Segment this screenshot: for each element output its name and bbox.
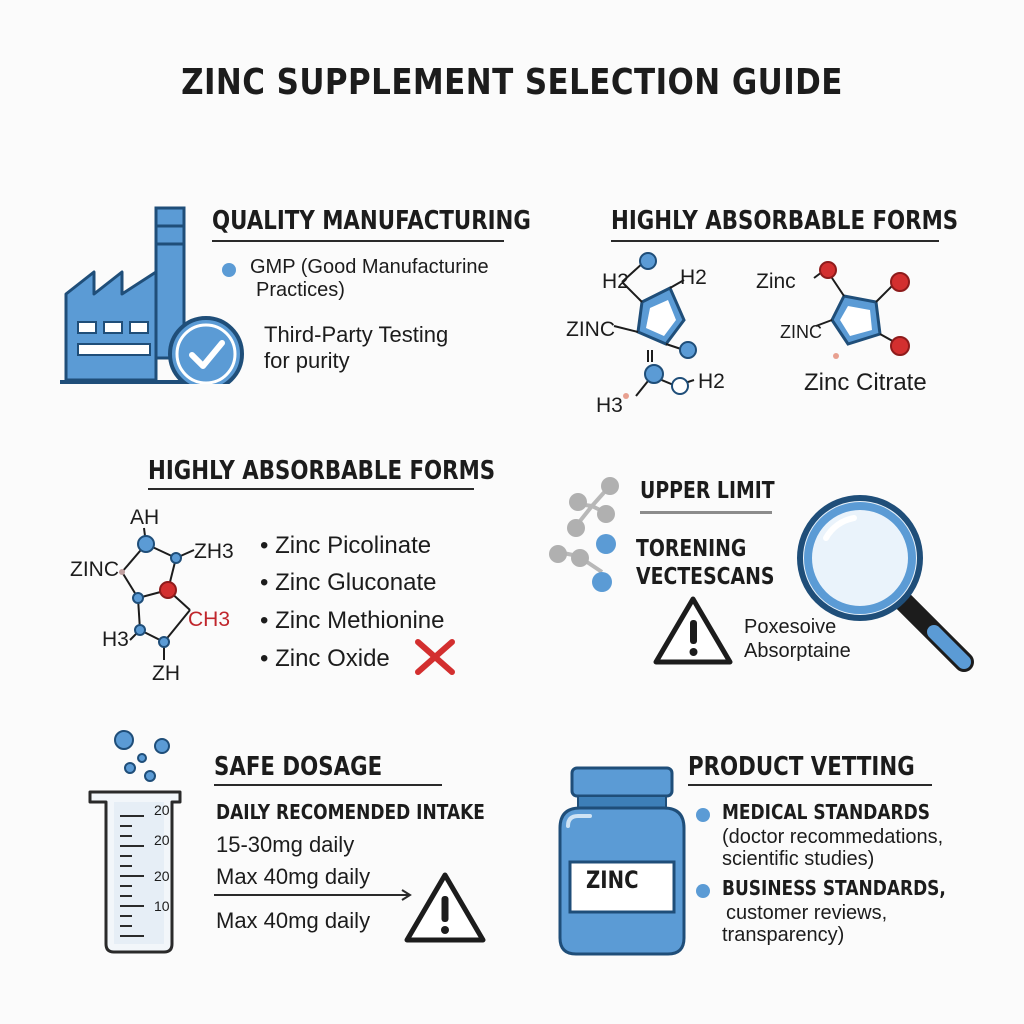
upper-warn-line1: Poxesoive [744,616,837,638]
business-standards: BUSINESS STANDARDS, [722,876,946,900]
molecule-diagram-2 [748,250,948,400]
bullet-icon [696,884,710,898]
mol2-name: Zinc Citrate [804,369,927,396]
mol3-ah: AH [130,506,160,529]
upper-limit-section [512,440,1024,700]
mol3-zh3: ZH3 [194,540,234,563]
mol3-zinc: ZINC [70,558,119,581]
gmp-text-line2: Practices) [256,279,345,301]
upper-limit-underline [640,511,772,514]
bullet-icon [696,808,710,822]
product-vetting-section [512,720,1024,990]
arrow-icon [212,888,422,902]
red-x-icon [414,638,456,676]
dosage-heading-underline [214,784,442,786]
beaker-scale-label: 20 [154,832,170,848]
warning-icon [652,594,734,668]
mol3-h3: H3 [102,628,129,651]
absorbable-forms-left-section [0,440,512,700]
forms-left-heading: HIGHLY ABSORBABLE FORMS [148,456,496,486]
business-standards-line3: transparency) [722,924,845,946]
mol3-zh: ZH [152,662,180,685]
molecule-diagram-1 [552,246,772,416]
dosage-subheading: DAILY RECOMENDED INTAKE [216,800,485,824]
dosage-heading: SAFE DOSAGE [214,752,383,782]
gmp-text: GMP (Good Manufacturine [250,256,489,278]
upper-line2: VECTESCANS [636,564,775,590]
mol1-h3: H3 [596,394,623,416]
forms-top-heading-underline [611,240,939,242]
mol1-h2b: H2 [680,266,707,289]
warning-icon [402,870,488,946]
upper-limit-heading: UPPER LIMIT [640,478,775,504]
upper-line1: TORENING [636,536,747,562]
safe-dosage-section [0,720,512,990]
molecule-diagram-3 [60,500,260,690]
bullet-icon [222,263,236,277]
page-title: ZINC SUPPLEMENT SELECTION GUIDE [181,62,843,103]
dosage-line1: 15-30mg daily [216,832,355,857]
forms-list-item: • Zinc Oxide [260,645,390,672]
forms-left-heading-underline [148,488,474,490]
mol2-zinc: Zinc [756,270,796,293]
mol1-h2c: H2 [698,370,725,393]
medical-standards-line3: scientific studies) [722,848,875,870]
beaker-scale-labels [148,800,188,950]
business-standards-line2: customer reviews, [726,902,888,924]
supplement-bottle-icon [550,764,700,960]
vetting-heading-underline [688,784,932,786]
upper-warn-line2: Absorptaine [744,640,851,662]
vetting-heading: PRODUCT VETTING [688,752,915,782]
forms-list-item: • Zinc Picolinate [260,532,432,559]
magnifying-glass-icon [784,492,984,676]
medical-standards: MEDICAL STANDARDS [722,800,930,824]
third-party-text-line2: for purity [264,348,350,373]
dosage-line2: Max 40mg daily [216,864,371,889]
mol1-zinc: ZINC [566,318,615,341]
beaker-scale-label: 20 [154,802,170,818]
quality-manufacturing-section [0,180,531,420]
molecule-cluster-icon [542,470,642,600]
mol3-ch3: CH3 [188,608,231,631]
forms-list-item: • Zinc Methionine [260,607,445,634]
third-party-text: Third-Party Testing [264,322,449,347]
forms-list-item: • Zinc Gluconate [260,569,437,596]
mol1-h2a: H2 [602,270,629,293]
forms-top-heading: HIGHLY ABSORBABLE FORMS [611,206,959,236]
mol2-zinc2: ZINC [780,322,822,342]
quality-heading: QUALITY MANUFACTURING [212,206,531,236]
bottle-label: ZINC [586,866,639,894]
beaker-scale-label: 10 [154,898,170,914]
absorbable-forms-top-section [512,180,1024,420]
beaker-scale-label: 20 [154,868,170,884]
dosage-line3: Max 40mg daily [216,908,371,933]
quality-heading-underline [212,240,504,242]
medical-standards-line2: (doctor recommedations, [722,826,944,848]
